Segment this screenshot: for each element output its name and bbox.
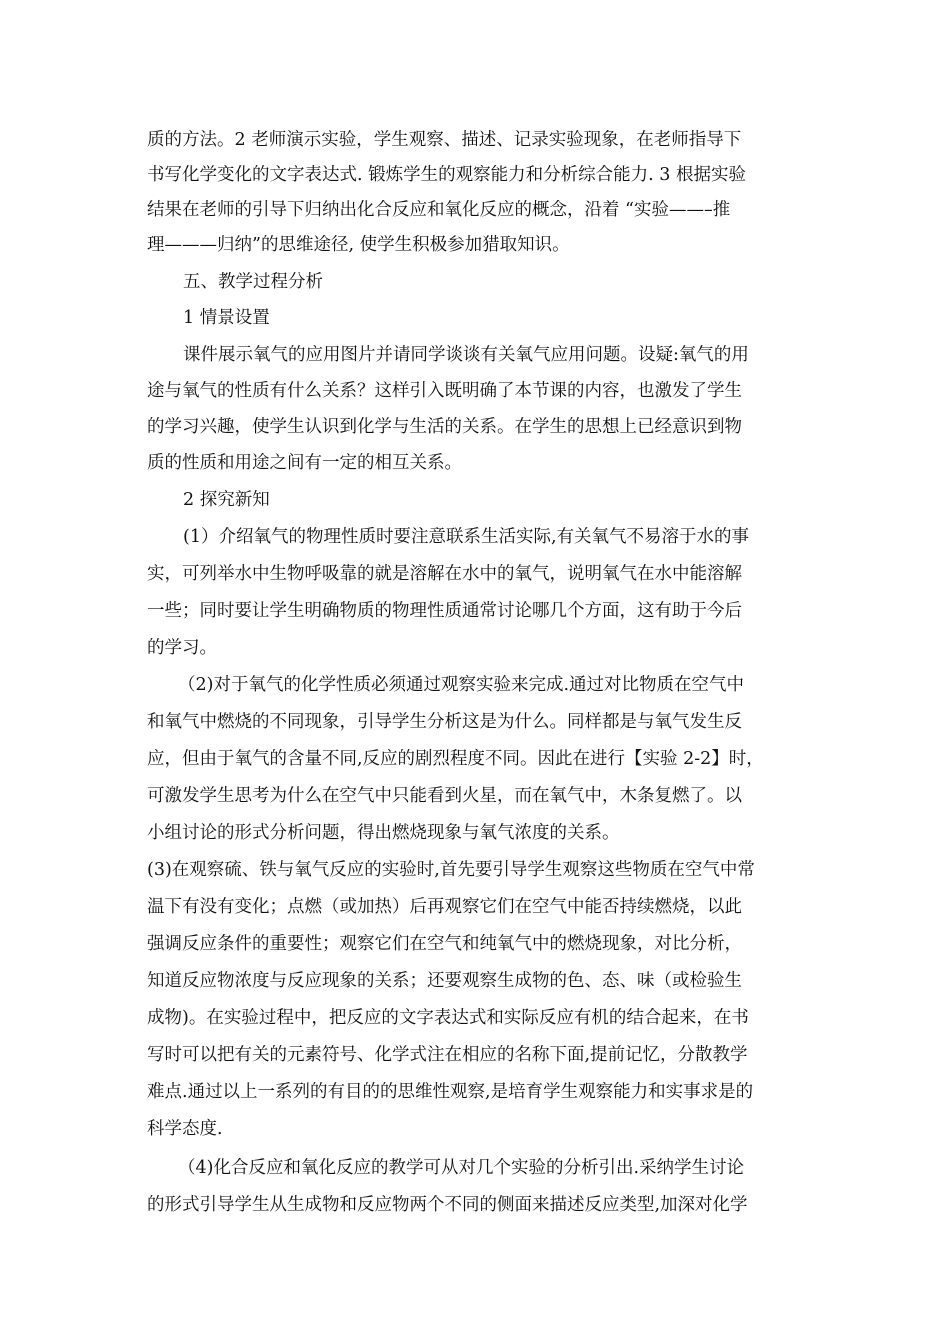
paragraph-line: 的形式引导学生从生成物和反应物两个不同的侧面来描述反应类型,加深对化学 [147,1195,748,1215]
paragraph-line: 知道反应物浓度与反应现象的关系；还要观察生成物的色、态、味（或检验生 [147,971,742,991]
paragraph-line: 科学态度. [147,1119,223,1139]
paragraph-line: 的学习。 [147,638,217,658]
paragraph-line: 理———归纳”的思维途径, 使学生积极参加猎取知识。 [147,235,570,255]
paragraph-line: 小组讨论的形式分析问题，得出燃烧现象与氧气浓度的关系。 [147,823,620,843]
subsection-heading: 1 情景设置 [183,308,270,328]
paragraph-line: 一些；同时要让学生明确物质的物理性质通常讨论哪几个方面，这有助于今后 [147,601,742,621]
paragraph-line: 温下有没有变化；点燃（或加热）后再观察它们在空气中能否持续燃烧，以此 [147,897,742,917]
paragraph-line: (3)在观察硫、铁与氧气反应的实验时,首先要引导学生观察这些物质在空气中常 [147,860,755,880]
paragraph-line: 书写化学变化的文字表达式. 锻炼学生的观察能力和分析综合能力. 3 根据实验 [147,165,746,185]
paragraph-line: 可激发学生思考为什么在空气中只能看到火星，而在氧气中，木条复燃了。以 [147,786,742,806]
paragraph-line: 途与氧气的性质有什么关系？这样引入既明确了本节课的内容，也激发了学生 [147,381,742,401]
paragraph-line: 实，可列举水中生物呼吸靠的就是溶解在水中的氧气，说明氧气在水中能溶解 [147,564,742,584]
paragraph-line: 质的方法。2 老师演示实验，学生观察、描述、记录实验现象，在老师指导下 [147,130,742,150]
paragraph-line: 应，但由于氧气的含量不同,反应的剧烈程度不同。因此在进行【实验 2-2】时， [147,749,764,769]
paragraph-line: 课件展示氧气的应用图片并请同学谈谈有关氧气应用问题。设疑:氧气的用 [183,345,749,365]
paragraph-line: (1）介绍氧气的物理性质时要注意联系生活实际,有关氧气不易溶于水的事 [183,527,750,547]
paragraph-line: 写时可以把有关的元素符号、化学式注在相应的名称下面,提前记忆，分散教学 [147,1045,748,1065]
paragraph-line: （4)化合反应和氧化反应的教学可从对几个实验的分析引出.采纳学生讨论 [178,1158,745,1178]
paragraph-line: 强调反应条件的重要性；观察它们在空气和纯氧气中的燃烧现象，对比分析， [147,934,742,954]
paragraph-line: 和氧气中燃烧的不同现象，引导学生分析这是为什么。同样都是与氧气发生反 [147,712,742,732]
paragraph-line: 的学习兴趣，使学生认识到化学与生活的关系。在学生的思想上已经意识到物 [147,417,742,437]
paragraph-line: 难点.通过以上一系列的有目的的思维性观察,是培育学生观察能力和实事求是的 [147,1082,754,1102]
section-heading: 五、教学过程分析 [183,272,323,292]
subsection-heading: 2 探究新知 [183,490,270,510]
paragraph-line: 质的性质和用途之间有一定的相互关系。 [147,453,462,473]
paragraph-line: 结果在老师的引导下归纳出化合反应和氧化反应的概念，沿着 “实验——–推 [147,200,731,220]
paragraph-line: 成物)。在实验过程中，把反应的文字表达式和实际反应有机的结合起来，在书 [147,1008,749,1028]
paragraph-line: （2)对于氧气的化学性质必须通过观察实验来完成.通过对比物质在空气中 [178,675,745,695]
